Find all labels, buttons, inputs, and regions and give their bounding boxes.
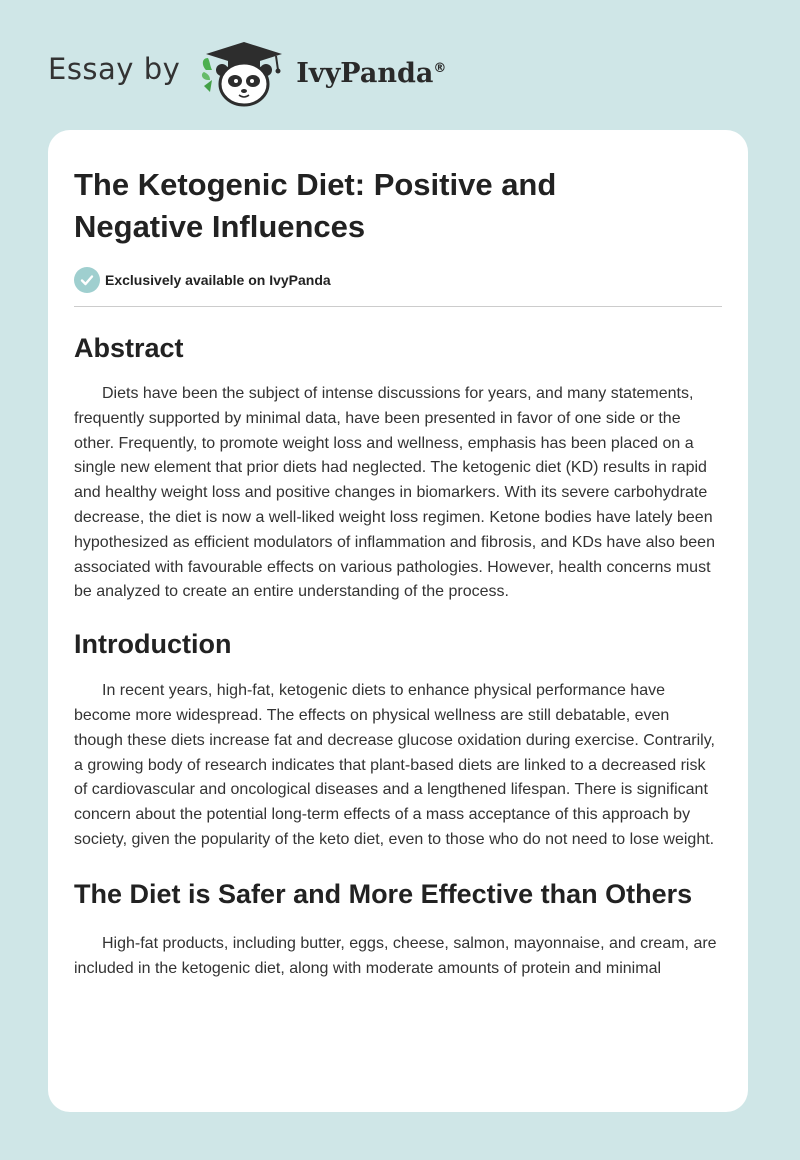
exclusive-label: Exclusively available on IvyPanda — [105, 272, 331, 288]
section-text-abstract: Diets have been the subject of intense discussions for years, and many statements, frequently supported by minimal data, have been presented in favor of one side or the other. Frequently, to promote weight loss and wellness, emphasis has been placed on a single new element that prior diets had neglected. The ketogenic diet (KD) results in rapid and healthy weight loss and positive changes in biomarkers. With its severe carbohydrate decrease, the diet is now a well-liked weight loss regimen. Ketone bodies have lately been hypothesized as efficient modulators of inflammation and fibrosis, and KDs have also been associated with favourable effects on various pathologies. However, health concerns must be analyzed to create an entire understanding of the process. — [74, 385, 715, 601]
section-heading-safer-effective: The Diet is Safer and More Effective than Others — [74, 878, 693, 909]
section-text-introduction: In recent years, high-fat, ketogenic diets to enhance physical performance have become more widespread. The effects on physical wellness are still debatable, even though these diets increase fat and decrease glucose oxidation during exercise. Contrarily, a growing body of research indicates that plant-based diets are linked to a decreased risk of cardiovascular and oncological diseases and a lengthened lifespan. There is significant concern about the potential long-term effects of a mass acceptance of this approach by society, given the popularity of the keto diet, even to those who do not need to lose weight. — [74, 682, 715, 848]
check-circle-icon — [74, 267, 100, 293]
brand-name: IvyPanda® — [296, 57, 447, 89]
brand-header[interactable] — [48, 36, 446, 108]
divider — [74, 306, 722, 307]
essay-card — [48, 130, 748, 1112]
essay-title: The Ketogenic Diet: Positive and Negative Influences — [74, 167, 557, 244]
section-heading-abstract: Abstract — [74, 333, 184, 363]
section-text-safer-effective: High-fat products, including butter, eggs, cheese, salmon, mayonnaise, and cream, are included in the ketogenic diet, along with moderate amounts of protein and minimal — [74, 934, 717, 977]
brand-prefix: Essay by — [48, 52, 181, 86]
exclusive-badge — [74, 267, 722, 293]
section-heading-introduction: Introduction — [74, 629, 232, 660]
panda-logo-icon — [198, 36, 290, 108]
